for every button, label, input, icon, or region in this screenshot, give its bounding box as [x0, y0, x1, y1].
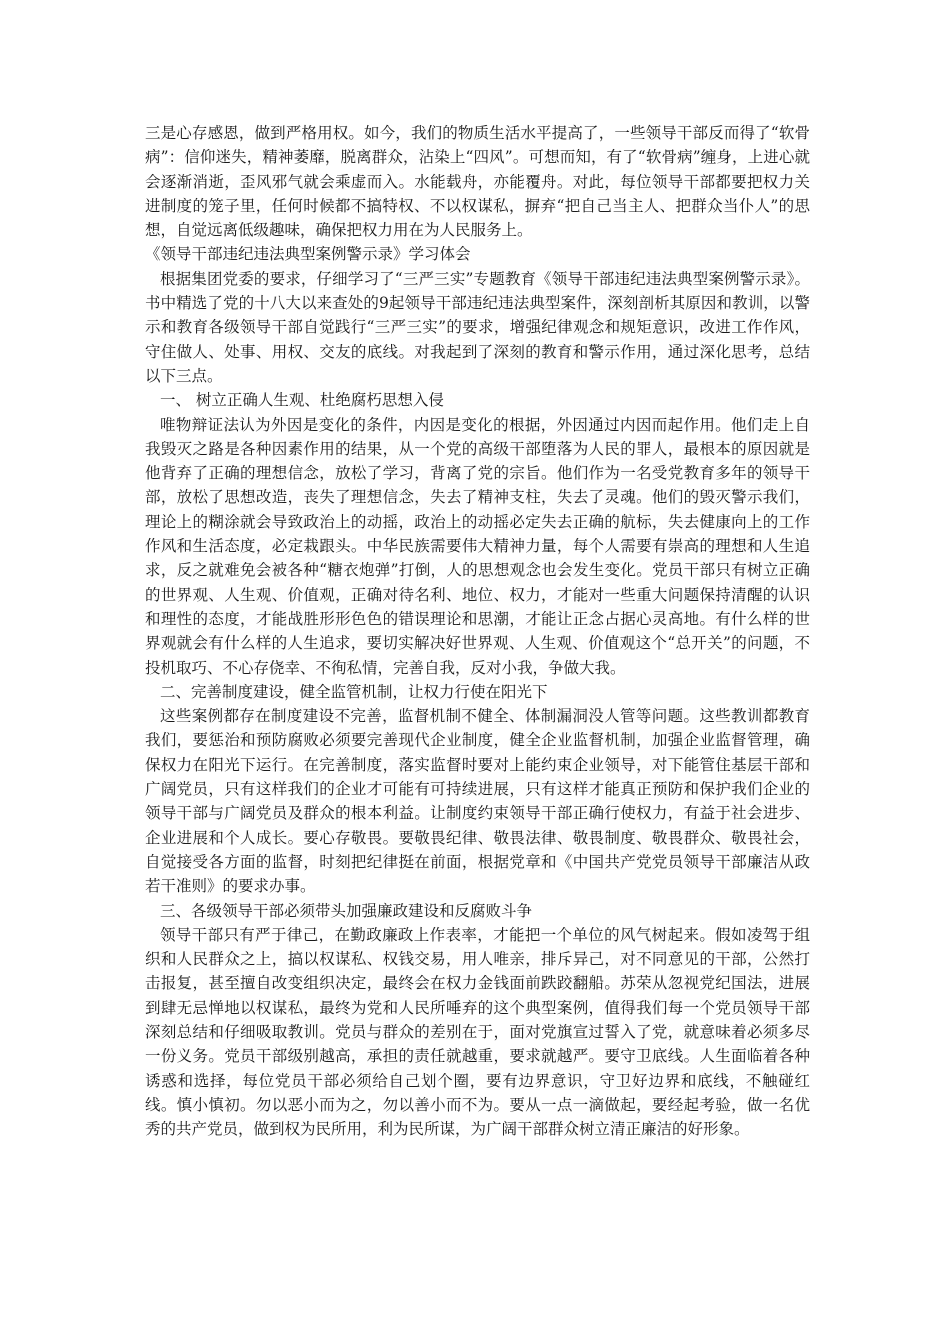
intro-paragraph: 根据集团党委的要求，仔细学习了“三严三实”专题教育《领导干部违纪违法典型案例警示录》。书中精选了党的十八大以来查处的9起领导干部违纪违法典型案件，深刻剖析其原因和教训，以警示和教育各级领导干部自觉践行“三严三实”的要求，增强纪律观念和规矩意识，改进工作作风，守住做人、处事、用权、交友的底线。对我起到了深刻的教育和警示作用，通过深化思考，总结以下三点。 — [145, 269, 810, 385]
section-3-paragraph: 领导干部只有严于律己，在勤政廉政上作表率，才能把一个单位的风气树起来。假如凌驾于组织和人民群众之上，搞以权谋私、权钱交易，用人唯亲，排斥异己，对不同意见的干部，公然打击报复，甚至擅自改变组织决定，最终会在权力金钱面前跌跤翻船。苏荣从忽视党纪国法，进展到肆无忌惮地以权谋私，最终为党和人民所唾弃的这个典型案例，值得我们每一个党员领导干部深刻总结和仔细吸取教训。党员与群众的差别在于，面对党旗宣过誓入了党，就意味着必须多尽一份义务。党员干部级别越高，承担的责任就越重，要求就越严。要守卫底线。人生面临着各种诱惑和选择，每位党员干部必须给自己划个圈，要有边界意识，守卫好边界和底线，不触碰红线。慎小慎初。勿以恶小而为之，勿以善小而不为。要从一点一滴做起，要经起考验，做一名优秀的共产党员，做到权为民所用，利为民所谋，为广阔干部群众树立清正廉洁的好形象。 — [145, 925, 810, 1139]
section-heading-1: 一、 树立正确人生观、杜绝腐朽思想入侵 — [160, 391, 444, 410]
section-heading-3: 三、各级领导干部必须带头加强廉政建设和反腐败斗争 — [160, 901, 533, 920]
section-2-paragraph: 这些案例都存在制度建设不完善，监督机制不健全、体制漏洞没人管等问题。这些教训都教育我们，要惩治和预防腐败必须要完善现代企业制度，健全企业监督机制，加强企业监督管理，确保权力在阳光下运行。在完善制度，落实监督时要对上能约束企业领导，对下能管住基层干部和广阔党员，只有这样我们的企业才可能有可持续进展，只有这样才能真正预防和保护我们企业的领导干部与广阔党员及群众的根本利益。让制度约束领导干部正确行使权力，有益于社会进步、企业进展和个人成长。要心存敬畏。要敬畏纪律、敬畏法律、敬畏制度、敬畏群众、敬畏社会，自觉接受各方面的监督，时刻把纪律挺在前面，根据党章和《中国共产党党员领导干部廉洁从政若干准则》的要求办事。 — [145, 707, 810, 896]
article-title: 《领导干部违纪违法典型案例警示录》学习体会 — [145, 245, 471, 264]
section-heading-2: 二、完善制度建设，健全监管机制，让权力行使在阳光下 — [160, 682, 548, 701]
body-paragraph: 三是心存感恩，做到严格用权。如今，我们的物质生活水平提高了，一些领导干部反而得了“软骨病”：信仰迷失，精神萎靡，脱离群众，沾染上“四风”。可想而知，有了“软骨病”缠身，上进心就会逐渐消逝，歪风邪气就会乘虚而入。水能载舟，亦能覆舟。对此，每位领导干部都要把权力关进制度的笼子里，任何时候都不搞特权、不以权谋私，摒弃“把自己当主人、把群众当仆人”的思想，自觉远离低级趣味，确保把权力用在为人民服务上。 — [145, 124, 810, 240]
document-page — [145, 121, 810, 1141]
section-1-paragraph: 唯物辩证法认为外因是变化的条件，内因是变化的根据，外因通过内因而起作用。他们走上自我毁灭之路是各种因素作用的结果，从一个党的高级干部堕落为人民的罪人，最根本的原因就是他背弃了正确的理想信念，放松了学习，背离了党的宗旨。他们作为一名受党教育多年的领导干部，放松了思想改造，丧失了理想信念，失去了精神支柱，失去了灵魂。他们的毁灭警示我们，理论上的糊涂就会导致政治上的动摇，政治上的动摇必定失去正确的航标，失去健康向上的工作作风和生活态度，必定栽跟头。中华民族需要伟大精神力量，每个人需要有崇高的理想和人生追求，反之就难免会被各种“糖衣炮弹”打倒，人的思想观念也会发生变化。党员干部只有树立正确的世界观、人生观、价值观，正确对待名利、地位、权力，才能对一些重大问题保持清醒的认识和理性的态度，才能战胜形形色色的错误理论和思潮，才能让正念占据心灵高地。有什么样的世界观就会有什么样的人生追求，要切实解决好世界观、人生观、价值观这个“总开关”的问题，不投机取巧、不心存侥幸、不徇私情，完善自我，反对小我，争做大我。 — [145, 415, 810, 677]
